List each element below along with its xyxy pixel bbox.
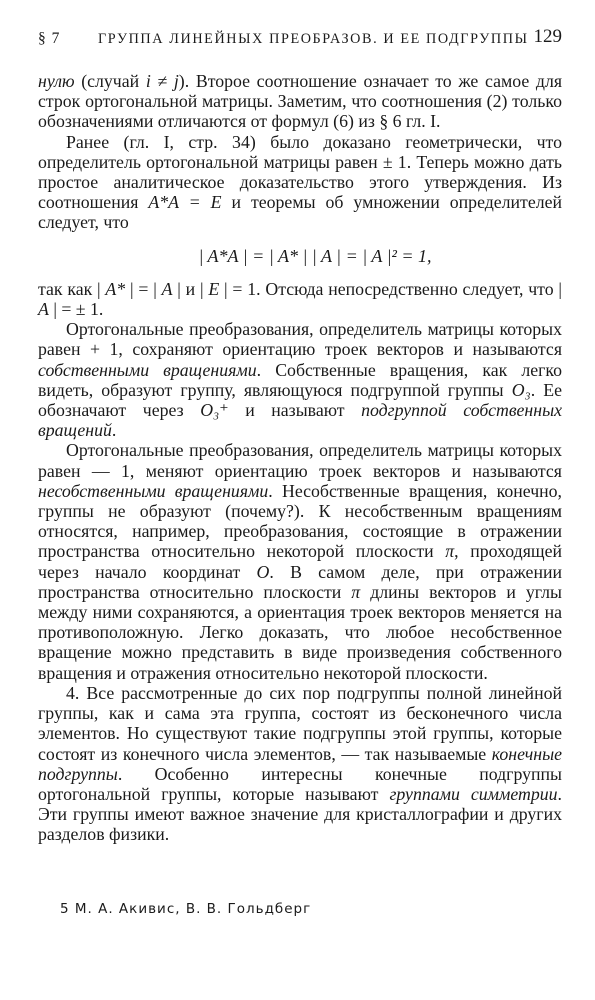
emphasis-text: A bbox=[161, 278, 173, 299]
emphasis-text: π bbox=[351, 581, 361, 602]
text-run: длины векторов и углы между ними сохраняются, а ориентация троек векторов меняется на противоположную. Легко доказать, что любое несобственное вращение можно представить в виде произведения собственного вращения и отражения относительно некоторой плоскости. bbox=[38, 581, 562, 683]
emphasis-text: конечные подгруппы bbox=[38, 743, 562, 784]
emphasis-text: O bbox=[256, 561, 270, 582]
text-run: и называют bbox=[228, 400, 362, 421]
text-run: Ранее (гл. I, стр. 34) было доказано геометрически, что определитель ортогональной матрицы равен ± 1. Теперь можно дать простое аналитическое доказательство этого утверждения. Из соотношения bbox=[38, 131, 562, 213]
text-block-bottom bbox=[38, 279, 562, 845]
text-run: . В самом деле, при отражении пространства относительно плоскости bbox=[38, 561, 562, 602]
paragraph bbox=[38, 279, 562, 319]
emphasis-text: i ≠ j bbox=[145, 71, 179, 91]
display-formula: | A*A | = | A* | | A | = | A |² = 1, bbox=[198, 245, 432, 266]
text-run: и теоремы об умножении определителей следует, что bbox=[38, 192, 562, 233]
paragraph bbox=[38, 132, 562, 233]
emphasis-text: A* bbox=[105, 278, 126, 299]
emphasis-text: подгруппой собственных вращений bbox=[38, 400, 563, 441]
text-run: так как | bbox=[38, 278, 106, 299]
paragraph bbox=[38, 71, 562, 132]
emphasis-text: группами симметрии bbox=[389, 783, 558, 804]
text-run: , проходящей через начало координат bbox=[38, 541, 562, 582]
text-run: | = | bbox=[125, 278, 162, 299]
text-run: . Особенно интересны конечные подгруппы ортогональной группы, которые называют bbox=[38, 763, 562, 804]
text-run: | и | bbox=[172, 278, 209, 299]
running-title: ГРУППА ЛИНЕЙНЫХ ПРЕОБРАЗОВ. И ЕЕ ПОДГРУППЫ bbox=[98, 31, 529, 47]
emphasis-text: собственными вращениями bbox=[38, 359, 257, 380]
section-number: § 7 bbox=[38, 30, 61, 47]
text-run: | = 1. Отсюда непосредственно следует, что | bbox=[219, 278, 562, 299]
text-run: 4. Все рассмотренные до сих пор подгруппы полной линейной группы, как и сама эта группа, состоят из бесконечного числа элементов. Но существуют такие подгруппы этой группы, которые состоят из конечного числа элементов, — так называемые bbox=[38, 682, 562, 764]
text-run: . Ее обозначают через bbox=[38, 379, 562, 421]
text-run: . bbox=[111, 420, 117, 441]
emphasis-text: π bbox=[445, 541, 455, 562]
text-run: . Эти группы имеют важное значение для кристаллографии и других разделов физики. bbox=[38, 783, 562, 845]
emphasis-text: нулю bbox=[38, 71, 75, 91]
running-header bbox=[38, 26, 562, 52]
text-run: Ортогональные преобразования, определитель матрицы которых равен — 1, меняют ориентацию троек векторов и называются bbox=[38, 440, 562, 481]
main-text bbox=[38, 71, 562, 845]
text-block-top bbox=[38, 71, 562, 233]
signature-footer: 5 М. А. Акивис, В. В. Гольдберг bbox=[60, 901, 312, 917]
paragraph bbox=[38, 440, 562, 682]
page-number: 129 bbox=[533, 26, 562, 47]
text-run: ). Второе соотношение означает то же самое для строк ортогональной матрицы. Заметим, что соотношения (2) только обозначениями отличаются от формул (6) из § 6 гл. I. bbox=[38, 71, 562, 132]
emphasis-text: O₃ bbox=[511, 379, 531, 400]
text-run: | = ± 1. bbox=[48, 299, 104, 320]
text-run: (случай bbox=[74, 71, 146, 91]
text-run: Ортогональные преобразования, определитель матрицы которых равен + 1, сохраняют ориентацию троек векторов и называются bbox=[38, 319, 562, 360]
paragraph bbox=[38, 319, 562, 440]
emphasis-text: O₃⁺ bbox=[200, 400, 229, 421]
emphasis-text: E bbox=[208, 278, 220, 299]
emphasis-text: несобственными вращениями bbox=[38, 480, 269, 501]
text-run: . Несобственные вращения, конечно, группы не образуют (почему?). К несобственным вращениям относятся, например, преобразования, состоящие в отражении пространства относительно некоторой плоскости bbox=[38, 480, 562, 562]
paragraph bbox=[38, 683, 562, 845]
text-run: . Собственные вращения, как легко видеть, образуют группу, являющуюся подгруппой группы bbox=[38, 359, 563, 400]
emphasis-text: A*A = E bbox=[148, 192, 222, 213]
emphasis-text: A bbox=[38, 299, 49, 320]
